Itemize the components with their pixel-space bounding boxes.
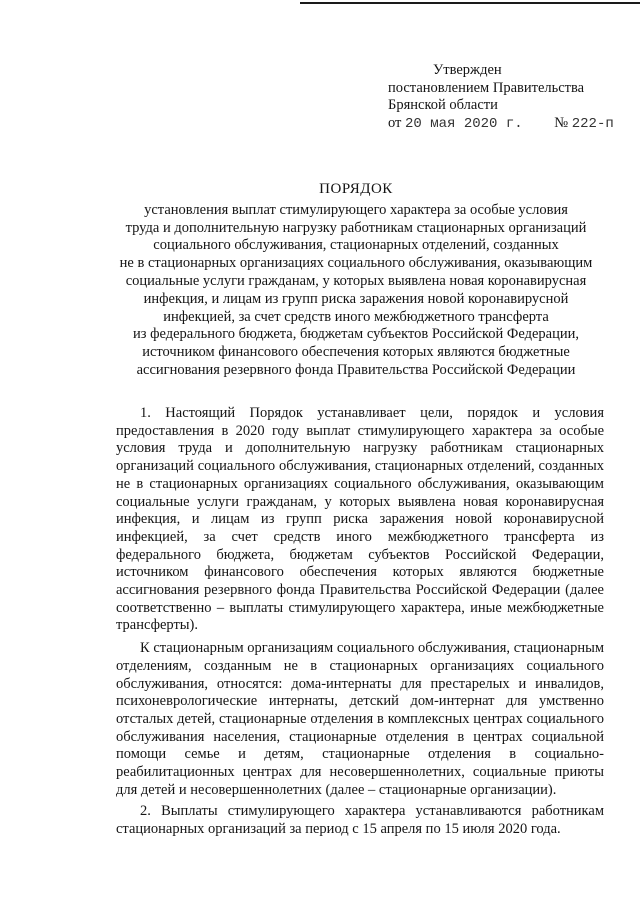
approval-line-region: Брянской области: [388, 97, 498, 113]
approval-date-line: [388, 115, 614, 134]
title-line: социальные услуги гражданам, у которых выявлена новая коронавирусная: [125, 272, 587, 289]
number-prefix: №: [554, 114, 569, 131]
approval-line-resolution: постановлением Правительства: [388, 79, 585, 96]
scan-top-line: [300, 2, 640, 4]
approval-date: 20 мая 2020 г.: [405, 115, 523, 132]
title-line: из федерального бюджета, бюджетам субъектов Российской Федерации,: [132, 326, 580, 343]
title-line: ассигнования резервного фонда Правительства Российской Федерации: [136, 361, 576, 378]
date-prefix: от: [388, 114, 402, 131]
paragraph-1: 1. Настоящий Порядок устанавливает цели, порядок и условия предоставления в 2020 году выплат стимулирующего характера за особые условия труда и дополнительную нагрузку работникам стационарных организаций социального обслуживания, стационарных отделений, созданных не в стационарных организациях социального обслуживания, оказывающим социальные услуги гражданам, у которых выявлена новая коронавирусная инфекция, и лицам из групп риска заражения новой коронавирусной инфекцией, за счет средств иного межбюджетного трансферта из федерального бюджета, бюджетам субъектов Российской Федерации, источником финансового обеспечения которых являются бюджетные ассигнования резервного фонда Правительства Российской Федерации (далее соответственно – выплаты стимулирующего характера, иные межбюджетные трансферты).: [116, 405, 604, 634]
paragraph-3: 2. Выплаты стимулирующего характера устанавливаются работникам стационарных организаций за период с 15 апреля по 15 июля 2020 года.: [116, 803, 604, 838]
title-line: установления выплат стимулирующего характера за особые условия: [144, 201, 568, 218]
document-title: [88, 181, 624, 380]
title-heading: ПОРЯДОК: [319, 181, 393, 197]
title-line: инфекцией, за счет средств иного межбюджетного трансферта: [163, 308, 549, 325]
approval-number: 222-п: [571, 115, 614, 132]
title-line: источником финансового обеспечения которых являются бюджетные: [142, 344, 570, 361]
title-line: труда и дополнительную нагрузку работникам стационарных организаций: [125, 219, 587, 236]
paragraph-2: К стационарным организациям социального обслуживания, стационарным отделениям, созданным не в стационарных организациях социального обслуживания, относятся: дома-интернаты для престарелых и инвалидов, психоневрологические интернаты, детский дом-интернат для умственно отсталых детей, стационарные отделения в комплексных центрах социального обслуживания населения, стационарные отделения в центрах социальной помощи семье и детям, стационарные отделения в социально-реабилитационных центрах для несовершеннолетних, социальные приюты для детей и несовершеннолетних (далее – стационарные организации).: [116, 640, 604, 798]
approval-line-approved: Утвержден: [433, 62, 502, 78]
title-line: не в стационарных организациях социального обслуживания, оказывающим: [119, 255, 593, 272]
document-body: [116, 405, 604, 843]
title-line: социального обслуживания, стационарных отделений, созданных: [153, 237, 559, 254]
title-line: инфекция, и лицам из групп риска заражения новой коронавирусной: [143, 290, 569, 307]
approval-block: [388, 62, 614, 133]
